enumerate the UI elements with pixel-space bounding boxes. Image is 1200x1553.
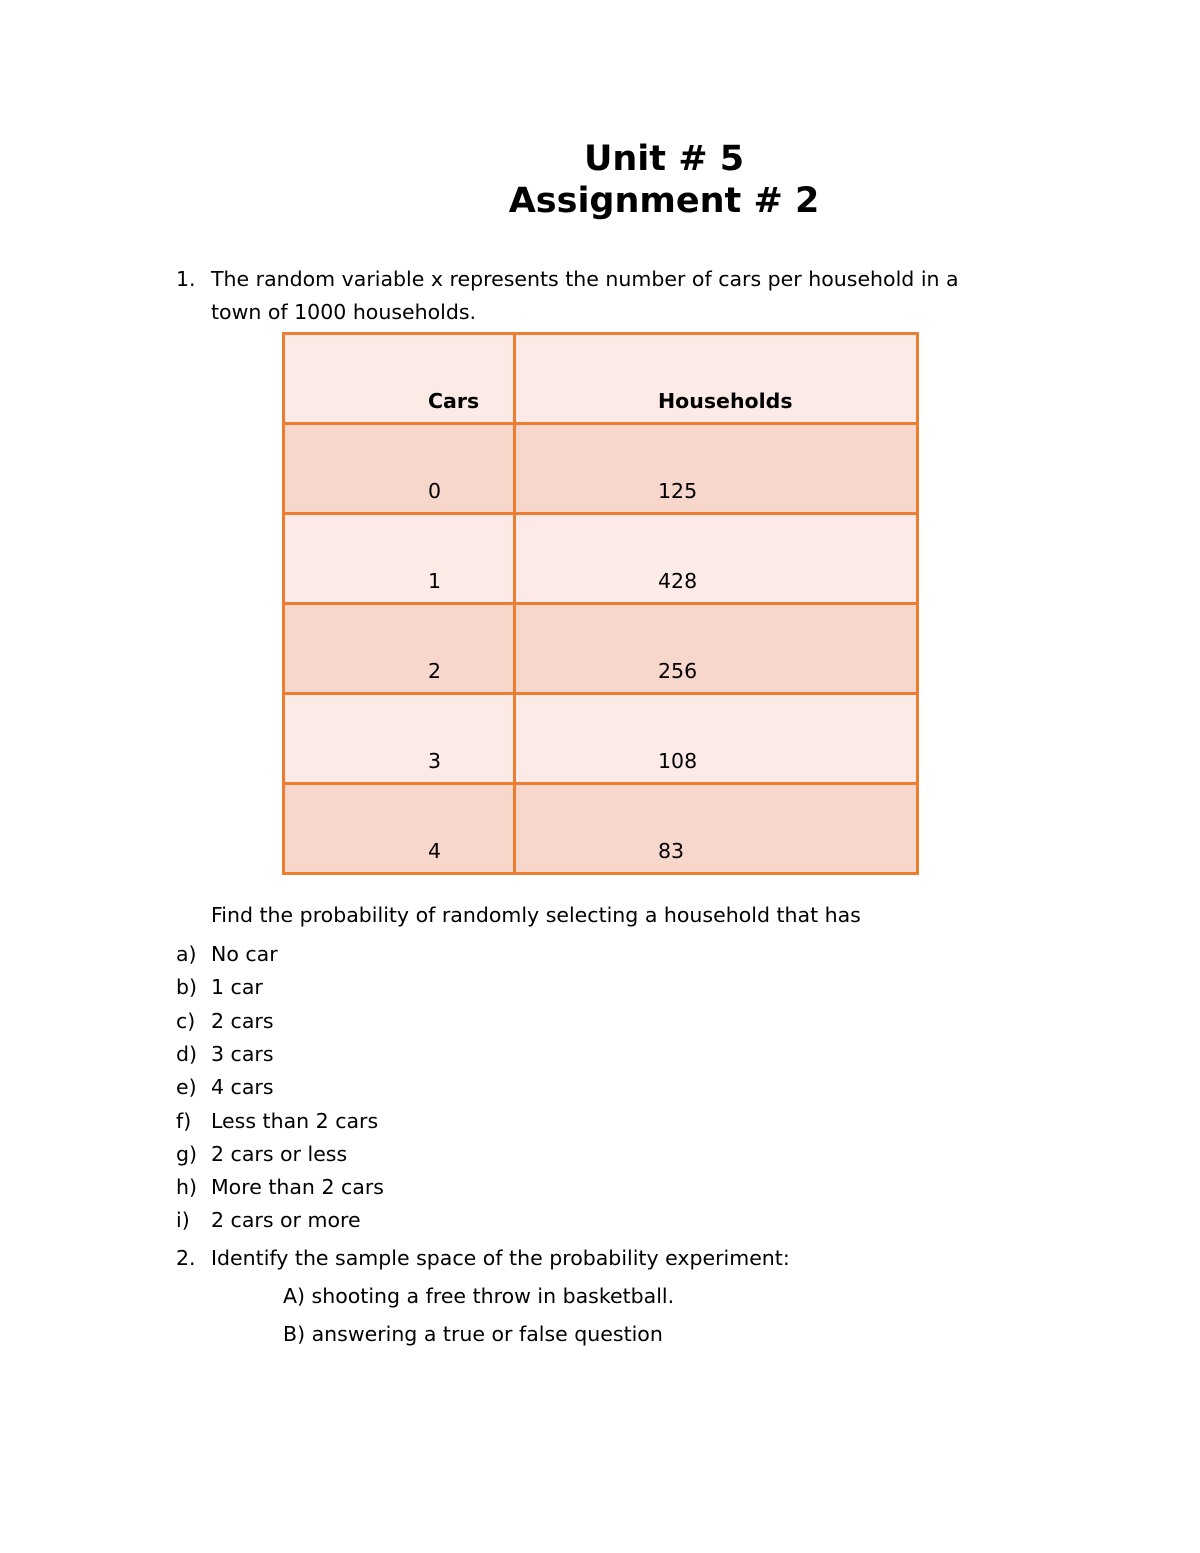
table-header-row [284,334,918,424]
part-text: 3 cars [211,1042,274,1066]
cars-cell: 4 [284,784,515,874]
title-unit: Unit # 5 [583,139,745,179]
households-cell: 125 [515,424,918,514]
part-label: c) [176,1009,196,1033]
part-label: d) [176,1042,198,1066]
part-text: 2 cars [211,1009,274,1033]
cars-cell: 2 [284,604,515,694]
table-row [284,424,918,514]
table-row [284,514,918,604]
households-cell: 428 [515,514,918,604]
households-cell: 256 [515,604,918,694]
part-text: 2 cars or less [211,1142,348,1166]
cars-households-table [282,332,919,875]
cars-cell: 1 [284,514,515,604]
question-1-prompt: Find the probability of randomly selecting a household that has [211,903,861,927]
part-label: g) [176,1142,198,1166]
part-text: 1 car [211,975,263,999]
part-text: No car [211,942,278,966]
question-2-text: Identify the sample space of the probability experiment: [211,1246,790,1270]
part-label: h) [176,1175,197,1199]
question-2-number: 2. [176,1246,196,1270]
table-header-households: Households [515,334,918,424]
part-text: A) shooting a free throw in basketball. [283,1284,675,1308]
part-text: More than 2 cars [211,1175,384,1199]
table-row [284,784,918,874]
question-1-text-line-2: town of 1000 households. [211,300,477,324]
question-1-number: 1. [176,267,196,291]
table-row [284,694,918,784]
households-cell: 108 [515,694,918,784]
title-assignment: Assignment # 2 [508,181,820,221]
cars-cell: 0 [284,424,515,514]
part-label: b) [176,975,198,999]
table-row [284,604,918,694]
part-label: f) [176,1109,192,1133]
households-cell: 83 [515,784,918,874]
part-text: B) answering a true or false question [283,1322,663,1346]
cars-cell: 3 [284,694,515,784]
question-1-text-line-1: The random variable x represents the number of cars per household in a [211,267,959,291]
part-text: Less than 2 cars [211,1109,379,1133]
part-label: a) [176,942,197,966]
table-header-cars: Cars [284,334,515,424]
part-text: 4 cars [211,1075,274,1099]
part-label: i) [176,1208,190,1232]
part-label: e) [176,1075,197,1099]
part-text: 2 cars or more [211,1208,361,1232]
